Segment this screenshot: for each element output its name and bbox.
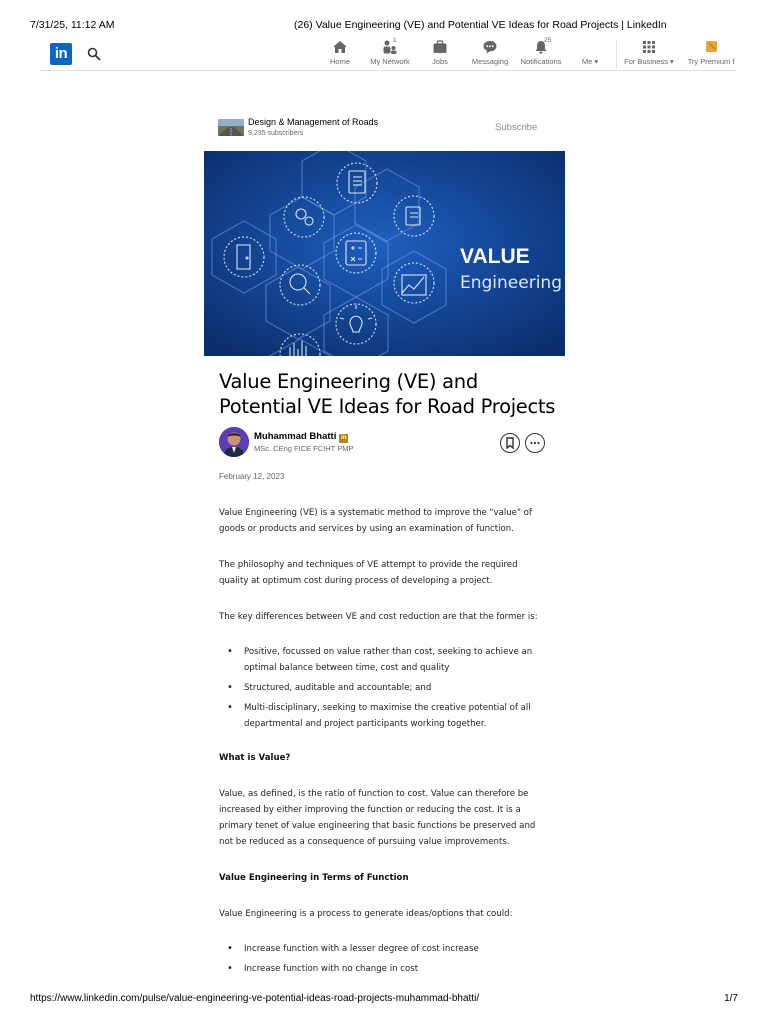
bullet-list: [219, 941, 549, 977]
newsletter-name[interactable]: Design & Management of Roads: [248, 117, 379, 127]
hero-image: [204, 151, 565, 356]
search-icon[interactable]: [87, 47, 101, 61]
paragraph: Value, as defined, is the ratio of function to cost. Value can therefore be increased by either improving the function or reducing the cost. It is a primary tenet of value engineering that basic functions be preserved and not be reduced as a consequence of pursuing value improvements.: [219, 789, 536, 847]
author-avatar[interactable]: [219, 427, 249, 457]
nav-home[interactable]: [328, 40, 352, 70]
nav-for-business[interactable]: [624, 40, 674, 70]
bullet-list: [219, 644, 549, 732]
nav-notifications[interactable]: [518, 37, 564, 70]
list-item: • Positive, focussed on value rather than cost, seeking to achieve an optimal balance between time, cost and quality: [219, 644, 549, 676]
briefcase-icon: [432, 40, 448, 54]
paragraph: The key differences between VE and cost reduction are that the former is:: [219, 612, 538, 622]
grid-icon: [641, 40, 657, 54]
nav-notifications-label: Notifications: [520, 57, 562, 66]
list-item: • Multi-disciplinary, seeking to maximise the creative potential of all departmental and project participants working together.: [219, 700, 549, 732]
chevron-down-icon: ▾: [670, 57, 674, 66]
article-body: [219, 505, 549, 995]
print-page-number: 1/7: [724, 993, 738, 1004]
list-item: • Increase function with no change in cost: [219, 961, 549, 977]
nav-messaging-label: Messaging: [471, 57, 509, 66]
nav-me-label: Me: [581, 57, 593, 66]
notifications-badge: 25: [544, 37, 552, 44]
paragraph: The philosophy and techniques of VE attempt to provide the required quality at optimum cost during process of developing a project.: [219, 560, 518, 586]
value-engineering-illustration: [204, 151, 565, 356]
paragraph: Value Engineering (VE) is a systematic method to improve the "value" of goods or products and services by using an examination of function.: [219, 508, 532, 534]
newsletter-header: [218, 116, 548, 142]
top-navbar: [40, 38, 736, 71]
newsletter-thumbnail[interactable]: [218, 119, 244, 136]
nav-divider: [616, 40, 617, 68]
list-item: • Structured, auditable and accountable; and: [219, 680, 549, 696]
paragraph: Value Engineering is a process to generate ideas/options that could:: [219, 909, 513, 919]
print-datetime: 7/31/25, 11:12 AM: [30, 19, 115, 31]
nav-messaging[interactable]: [470, 40, 510, 70]
section-heading: Value Engineering in Terms of Function: [219, 873, 409, 883]
chevron-down-icon: ▾: [594, 57, 599, 66]
author-name-line[interactable]: [254, 431, 348, 443]
nav-me[interactable]: [578, 40, 602, 70]
publish-date: February 12, 2023: [219, 472, 285, 481]
hero-line2: Engineering: [460, 273, 562, 293]
save-article-button[interactable]: [500, 433, 520, 453]
author-headline: MSc. CEng FICE FCIHT PMP: [254, 444, 354, 453]
print-tab-title: (26) Value Engineering (VE) and Potential VE Ideas for Road Projects | LinkedIn: [294, 19, 667, 31]
ellipsis-icon: [526, 434, 544, 452]
nav-jobs-label: Jobs: [432, 57, 448, 66]
print-footer: [30, 993, 738, 1007]
nav-home-label: Home: [329, 57, 350, 66]
linkedin-premium-badge-icon: in: [341, 435, 347, 441]
article-title: Value Engineering (VE) and Potential VE Ideas for Road Projects: [219, 370, 556, 418]
print-header: [30, 19, 738, 33]
linkedin-logo[interactable]: in: [50, 43, 72, 65]
author-name: Muhammad Bhatti: [254, 431, 337, 442]
nav-jobs[interactable]: [428, 40, 452, 70]
hero-line1: VALUE: [460, 245, 530, 268]
subscribe-button[interactable]: Subscribe: [495, 122, 538, 133]
bookmark-icon: [501, 434, 519, 452]
list-item: • Increase function with a lesser degree of cost increase: [219, 941, 549, 957]
nav-try-premium-label: Try Premium f: [687, 57, 735, 66]
author-row: [219, 427, 549, 459]
newsletter-subscribers: 9,235 subscribers: [248, 130, 304, 137]
nav-for-business-label: For Business: [624, 57, 668, 66]
print-url: https://www.linkedin.com/pulse/value-engineering-ve-potential-ideas-road-projects-muhammad-bhatti/: [30, 993, 480, 1004]
nav-my-network[interactable]: [367, 37, 413, 70]
chat-icon: [482, 40, 498, 54]
more-options-button[interactable]: [525, 433, 545, 453]
nav-try-premium[interactable]: [686, 40, 736, 70]
premium-icon: [703, 40, 719, 54]
network-badge: 1: [393, 37, 397, 44]
nav-my-network-label: My Network: [370, 57, 410, 66]
home-icon: [332, 40, 348, 54]
section-heading: What is Value?: [219, 753, 291, 763]
